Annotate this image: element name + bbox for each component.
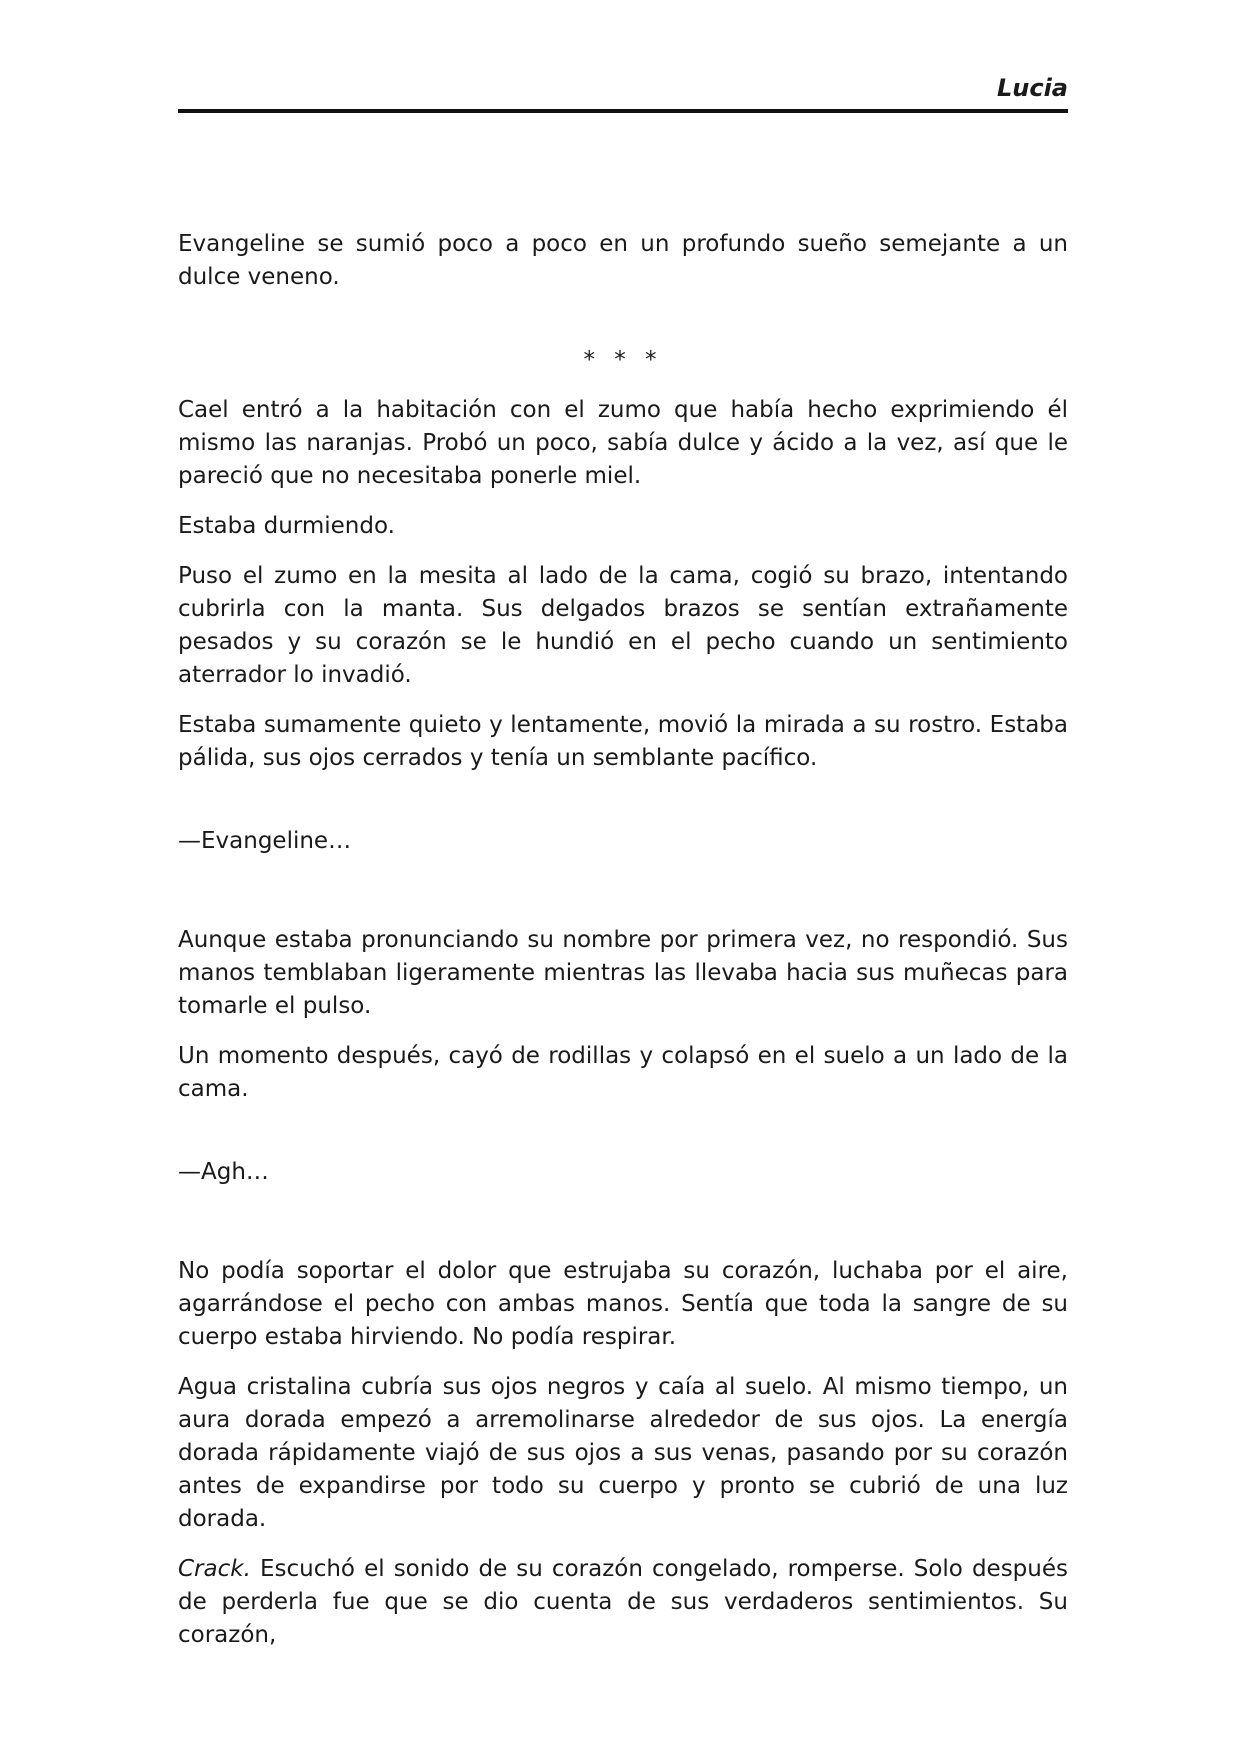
paragraph: Cael entró a la habitación con el zumo que había hecho exprimiendo él mismo las naranjas. Probó un poco, sabía dulce y ácido a la vez, así que le pareció que no necesitaba ponerle miel. [178, 397, 1068, 489]
paragraph [178, 1553, 1068, 1652]
header-rule [178, 109, 1068, 113]
paragraph: Un momento después, cayó de rodillas y colapsó en el suelo a un lado de la cama. [178, 1043, 1068, 1102]
italic-word: Crack. [178, 1556, 251, 1582]
body-text [178, 228, 1068, 1669]
paragraph: Puso el zumo en la mesita al lado de la cama, cogió su brazo, intentando cubrirla con la manta. Sus delgados brazos se sentían extrañamente pesados y su corazón se le hundió en el pecho cuando un sentimiento aterrador lo invadió. [178, 563, 1068, 688]
paragraph: Estaba durmiendo. [178, 513, 395, 539]
dialogue-line: —Agh… [178, 1159, 269, 1185]
running-header-title: Lucia [996, 74, 1068, 102]
paragraph: No podía soportar el dolor que estrujaba su corazón, luchaba por el aire, agarrándose el pecho con ambas manos. Sentía que toda la sangre de su cuerpo estaba hirviendo. No podía respirar. [178, 1258, 1068, 1350]
paragraph: Agua cristalina cubría sus ojos negros y caía al suelo. Al mismo tiempo, un aura dorada empezó a arremolinarse alrededor de sus ojos. La energía dorada rápidamente viajó de sus ojos a sus venas, pasando por su corazón antes de expandirse por todo su cuerpo y pronto se cubrió de una luz dorada. [178, 1374, 1068, 1532]
paragraph: Aunque estaba pronunciando su nombre por primera vez, no respondió. Sus manos temblaban ligeramente mientras las llevaba hacia sus muñecas para tomarle el pulso. [178, 927, 1068, 1019]
paragraph: Estaba sumamente quieto y lentamente, movió la mirada a su rostro. Estaba pálida, sus ojos cerrados y tenía un semblante pacífico. [178, 712, 1068, 771]
paragraph: Evangeline se sumió poco a poco en un profundo sueño semejante a un dulce veneno. [178, 231, 1068, 290]
dialogue-line: —Evangeline… [178, 828, 352, 854]
paragraph-text: Escuchó el sonido de su corazón congelado, romperse. Solo después de perderla fue que se dio cuenta de sus verdaderos sentimientos. Su corazón, [178, 1556, 1068, 1648]
scene-break: * * * [583, 347, 663, 373]
